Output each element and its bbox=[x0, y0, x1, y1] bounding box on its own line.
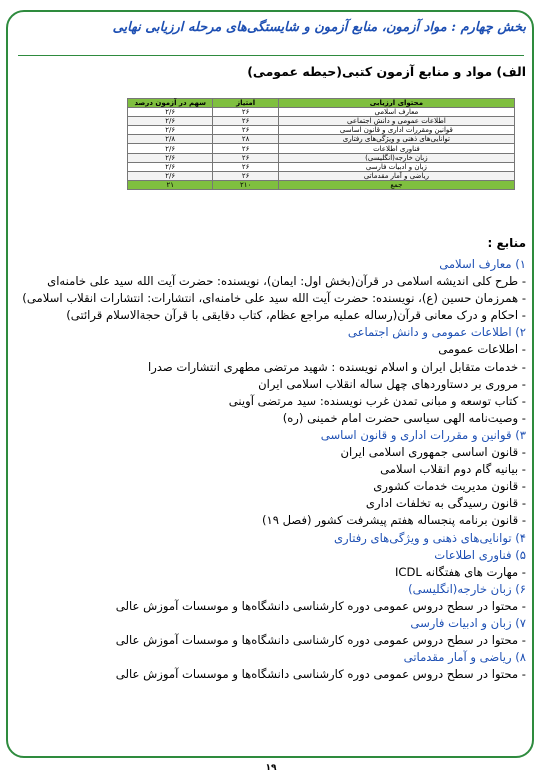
reference-item: - مروری بر دستاوردهای چهل ساله انقلاب اسلامی ایران bbox=[258, 376, 526, 391]
references-list bbox=[21, 256, 526, 683]
cell-score: ۲۸ bbox=[213, 135, 278, 144]
column-header-score: امتیاز bbox=[213, 99, 278, 108]
cell-content: معارف اسلامی bbox=[278, 108, 514, 117]
reference-item: - بیانیه گام دوم انقلاب اسلامی bbox=[380, 462, 526, 477]
reference-item: - مهارت های هفتگانه ICDL bbox=[394, 564, 526, 579]
cell-share: ۲/۶ bbox=[128, 171, 213, 180]
table-header-row bbox=[128, 99, 515, 108]
cell-score: ۲۶ bbox=[213, 108, 278, 117]
references-label: منابع : bbox=[487, 236, 526, 250]
reference-category: ۷) زبان و ادبیات فارسی bbox=[410, 615, 526, 630]
total-share: ۲۱ bbox=[128, 180, 213, 189]
cell-share: ۲/۶ bbox=[128, 108, 213, 117]
reference-item: - قانون برنامه پنجساله هفتم پیشرفت کشور (فصل ۱۹) bbox=[261, 513, 526, 528]
total-score: ۲۱۰ bbox=[213, 180, 278, 189]
table-total-row bbox=[128, 180, 515, 189]
part-heading: بخش چهارم : مواد آزمون، منابع آزمون و شایستگی‌های مرحله ارزیابی نهایی bbox=[112, 20, 526, 35]
reference-item: - طرح کلی اندیشه اسلامی در قرآن(بخش اول: ایمان)، نویسنده: حضرت آیت الله سید علی خامنه‌ای bbox=[47, 274, 526, 289]
cell-content: زبان و ادبیات فارسی bbox=[278, 162, 514, 171]
cell-score: ۲۶ bbox=[213, 144, 278, 153]
cell-score: ۲۶ bbox=[213, 171, 278, 180]
reference-category: ۵) فناوری اطلاعات bbox=[434, 547, 526, 562]
column-header-content: محتوای ارزیابی bbox=[278, 99, 514, 108]
cell-share: ۲/۶ bbox=[128, 153, 213, 162]
cell-score: ۲۶ bbox=[213, 162, 278, 171]
table-row bbox=[128, 108, 515, 117]
reference-category: ۴) توانایی‌های ذهنی و ویژگی‌های رفتاری bbox=[333, 530, 526, 545]
table-row bbox=[128, 126, 515, 135]
cell-score: ۲۶ bbox=[213, 117, 278, 126]
cell-content: ریاضی و آمار مقدماتی bbox=[278, 171, 514, 180]
table-row bbox=[128, 144, 515, 153]
reference-item: - قانون رسیدگی به تخلفات اداری bbox=[365, 496, 526, 511]
column-header-share: سهم در آزمون درصد bbox=[128, 99, 213, 108]
cell-score: ۲۶ bbox=[213, 126, 278, 135]
cell-share: ۲/۸ bbox=[128, 135, 213, 144]
reference-item: - قانون اساسی جمهوری اسلامی ایران bbox=[340, 445, 526, 460]
heading-divider bbox=[18, 55, 524, 56]
total-label: جمع bbox=[278, 180, 514, 189]
reference-category: ۸) ریاضی و آمار مقدماتی bbox=[403, 650, 526, 665]
table-row bbox=[128, 153, 515, 162]
reference-item: - قانون مدیریت خدمات کشوری bbox=[373, 479, 526, 494]
section-title: الف) مواد و منابع آزمون کتبی(حیطه عمومی) bbox=[247, 64, 526, 79]
reference-item: - محتوا در سطح دروس عمومی دوره کارشناسی دانشگاه‌ها و موسسات آموزش عالی bbox=[115, 667, 526, 682]
cell-content: توانایی‌های ذهنی و ویژگی‌های رفتاری bbox=[278, 135, 514, 144]
cell-share: ۲/۶ bbox=[128, 117, 213, 126]
cell-content: زبان خارجه(انگلیسی) bbox=[278, 153, 514, 162]
reference-category: ۶) زبان خارجه(انگلیسی) bbox=[408, 581, 526, 596]
reference-item: - محتوا در سطح دروس عمومی دوره کارشناسی دانشگاه‌ها و موسسات آموزش عالی bbox=[115, 598, 526, 613]
cell-content: اطلاعات عمومی و دانش اجتماعی bbox=[278, 117, 514, 126]
reference-item: - محتوا در سطح دروس عمومی دوره کارشناسی دانشگاه‌ها و موسسات آموزش عالی bbox=[115, 633, 526, 648]
reference-item: - همرزمان حسین (ع)، نویسنده: حضرت آیت الله سید علی خامنه‌ای، انتشارات: انتشارات انقلاب اسلامی) bbox=[22, 291, 526, 306]
reference-item: - احکام و درک معانی قرآن(رساله عملیه مراجع عظام، کتاب دقایقی با قرآن حجةالاسلام قرائتی) bbox=[66, 308, 526, 323]
reference-item: - اطلاعات عمومی bbox=[438, 342, 526, 357]
table-row bbox=[128, 135, 515, 144]
table-body bbox=[128, 108, 515, 181]
cell-content: قوانین ومقررات اداری و قانون اساسی bbox=[278, 126, 514, 135]
cell-share: ۲/۶ bbox=[128, 162, 213, 171]
reference-item: - وصیت‌نامه الهی سیاسی حضرت امام خمینی (ره) bbox=[282, 410, 526, 425]
cell-content: فناوری اطلاعات bbox=[278, 144, 514, 153]
table-row bbox=[128, 162, 515, 171]
page-number: ۱۹ bbox=[265, 763, 277, 773]
table-row bbox=[128, 171, 515, 180]
cell-share: ۲/۶ bbox=[128, 126, 213, 135]
cell-share: ۲/۶ bbox=[128, 144, 213, 153]
reference-category: ۳) قوانین و مقررات اداری و قانون اساسی bbox=[320, 427, 526, 442]
assessment-table bbox=[127, 98, 515, 190]
reference-item: - کتاب توسعه و مبانی تمدن غرب نویسنده: سید مرتضی آوینی bbox=[228, 393, 526, 408]
reference-category: ۲) اطلاعات عمومی و دانش اجتماعی bbox=[347, 325, 526, 340]
reference-category: ۱) معارف اسلامی bbox=[439, 257, 526, 271]
cell-score: ۲۶ bbox=[213, 153, 278, 162]
table-row bbox=[128, 117, 515, 126]
reference-item: - خدمات متقابل ایران و اسلام نویسنده : شهید مرتضی مطهری انتشارات صدرا bbox=[147, 359, 526, 374]
